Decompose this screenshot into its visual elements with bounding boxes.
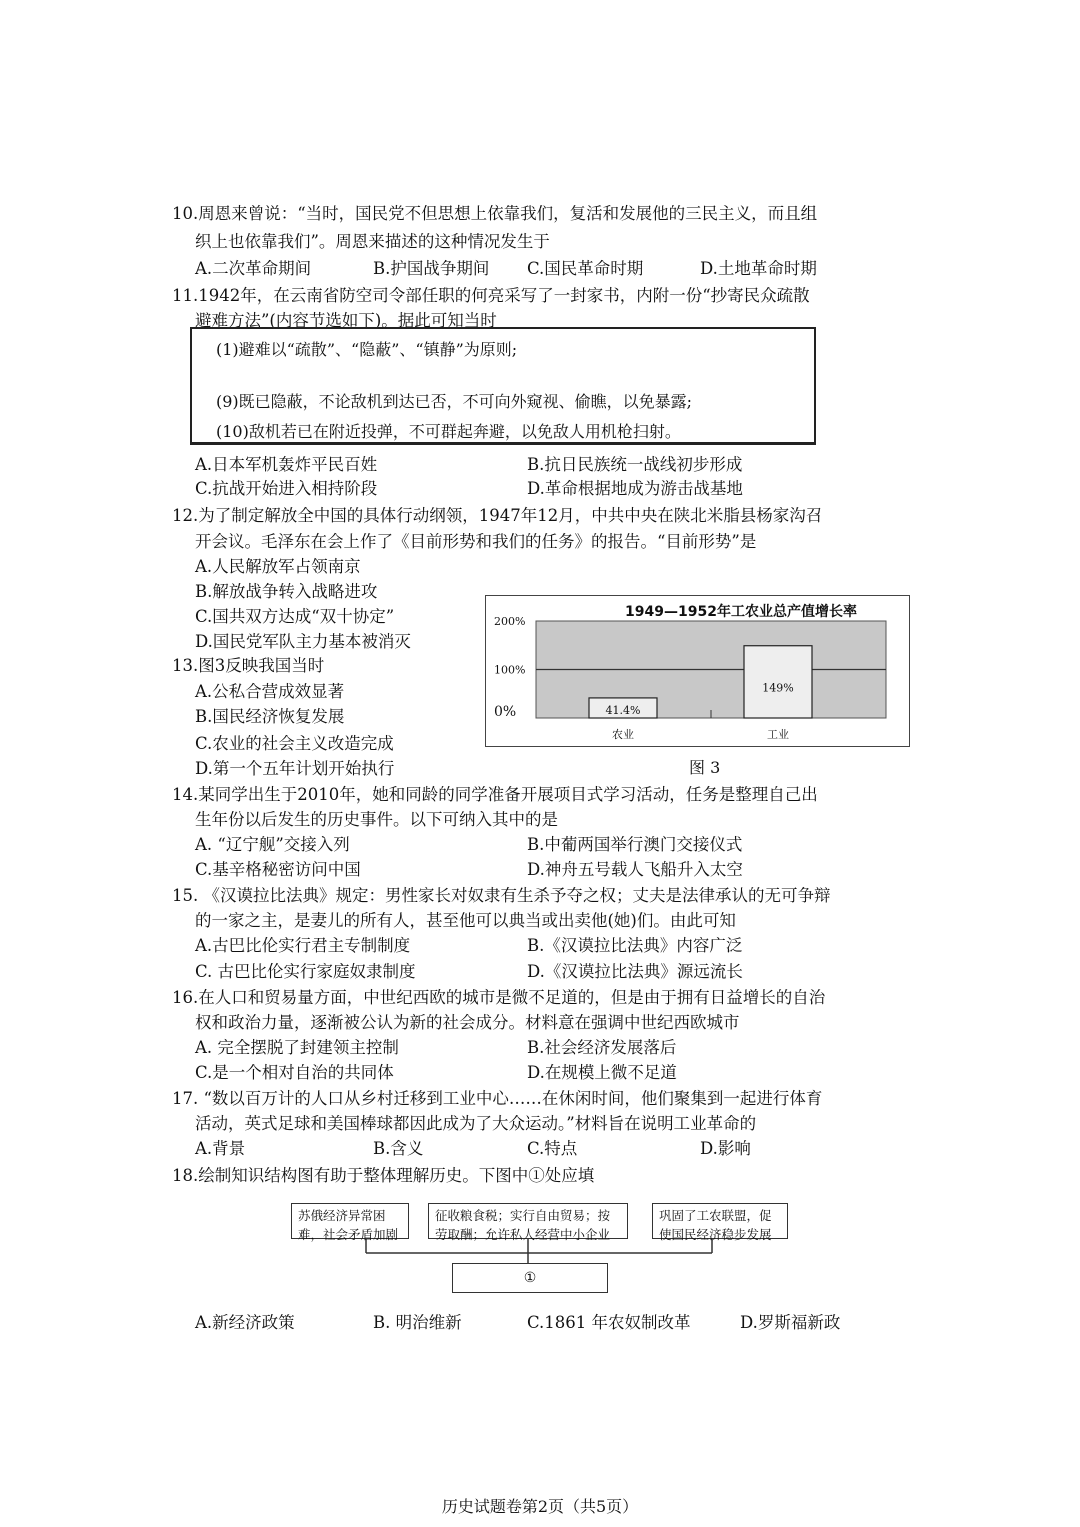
chart-ytick-label: 200% [494,615,526,628]
q11-option-b: B.抗日民族统一战线初步形成 [527,455,743,474]
q15-stem-line2: 的一家之主，是妻儿的所有人，甚至他可以典当或出卖他(她)们。由此可知 [195,911,736,930]
q10-stem-line2: 织上也依靠我们”。周恩来描述的这种情况发生于 [195,232,550,251]
q17-stem-line2: 活动，英式足球和美国棒球都因此成为了大众运动。”材料旨在说明工业革命的 [195,1114,757,1133]
q18-option-a: A.新经济政策 [195,1313,295,1332]
q13-option-d: D.第一个五年计划开始执行 [195,759,395,778]
q12-option-d: D.国民党军队主力基本被消灭 [195,632,411,651]
diagram-box-effect [652,1203,788,1242]
q16-option-a: A. 完全摆脱了封建领主控制 [195,1038,399,1057]
growth-rate-chart [485,595,910,747]
q16-option-b: B.社会经济发展落后 [527,1038,677,1057]
q12-option-a: A.人民解放军占领南京 [195,557,361,576]
diagram-box-cause-line1: 苏俄经济异常困 [298,1208,386,1223]
diagram-box-content-line2: 劳取酬；允许私人经营中小企业 [435,1227,611,1242]
q10-option-c: C.国民革命时期 [527,259,644,278]
q10-option-d: D.土地革命时期 [700,259,817,278]
q12-option-b: B.解放战争转入战略进攻 [195,582,378,601]
chart-category-label: 农业 [612,728,634,741]
q17-option-c: C.特点 [527,1139,578,1158]
diagram-box-cause-line2: 难，社会矛盾加剧 [298,1227,399,1242]
q10-stem-line1: 10.周恩来曾说：“当时，国民党不但思想上依靠我们，复活和发展他的三民主义，而且组 [172,204,818,223]
q11-material-line1: (1)避难以“疏散”、“隐蔽”、“镇静”为原则; [216,340,518,359]
diagram-box-content-line1: 征收粮食税；实行自由贸易；按 [435,1208,611,1223]
q16-stem-line2: 权和政治力量，逐渐被公认为新的社会成分。材料意在强调中世纪西欧城市 [195,1013,740,1032]
q13-option-c: C.农业的社会主义改造完成 [195,734,394,753]
q14-option-d: D.神舟五号载人飞船升入太空 [527,860,743,879]
figure-caption: 图 3 [689,758,721,777]
diagram-box-content [428,1203,628,1242]
q18-option-d: D.罗斯福新政 [740,1313,841,1332]
q15-option-c: C. 古巴比伦实行家庭奴隶制度 [195,962,416,981]
diagram-box-effect-line2: 使国民经济稳步发展 [659,1227,772,1242]
q12-option-c: C.国共双方达成“双十协定” [195,607,395,626]
q17-option-d: D.影响 [700,1139,751,1158]
q14-stem-line1: 14.某同学出生于2010年，她和同龄的同学准备开展项目式学习活动，任务是整理自己出 [172,785,818,804]
q10-option-a: A.二次革命期间 [195,259,312,278]
q15-option-d: D.《汉谟拉比法典》源远流长 [527,962,743,981]
q11-material-box [190,327,816,445]
q11-option-d: D.革命根据地成为游击战基地 [527,479,743,498]
chart-svg [486,596,909,746]
q15-stem-line1: 15. 《汉谟拉比法典》规定：男性家长对奴隶有生杀予夺之权；丈夫是法律承认的无可争辩 [172,886,831,905]
q14-option-a: A. “辽宁舰”交接入列 [195,835,350,854]
chart-category-label: 工业 [767,728,789,741]
q17-option-a: A.背景 [195,1139,246,1158]
q11-material-line3: (10)敌机若已在附近投弹，不可群起奔避，以免敌人用机枪扫射。 [216,422,681,441]
chart-ytick-label: 100% [494,663,526,677]
q14-option-c: C.基辛格秘密访问中国 [195,860,361,879]
chart-data-label: 149% [762,681,794,695]
q12-stem-line1: 12.为了制定解放全中国的具体行动纲领，1947年12月，中共中央在陕北米脂县杨家沟召 [172,506,823,525]
q13-option-b: B.国民经济恢复发展 [195,707,345,726]
q12-stem-line2: 开会议。毛泽东在会上作了《目前形势和我们的任务》的报告。“目前形势”是 [195,532,757,551]
q14-option-b: B.中葡两国举行澳门交接仪式 [527,835,743,854]
chart-title: 1949—1952年工农业总产值增长率 [625,604,857,620]
q17-option-b: B.含义 [373,1139,424,1158]
diagram-box-cause [291,1203,409,1242]
q11-option-c: C.抗战开始进入相持阶段 [195,479,378,498]
q13-option-a: A.公私合营成效显著 [195,682,345,701]
diagram-box-effect-line1: 巩固了工农联盟，促 [659,1208,772,1223]
chart-ytick-label: 0% [494,704,517,720]
q15-option-a: A.古巴比伦实行君主专制制度 [195,936,411,955]
q11-stem-line1: 11.1942年，在云南省防空司令部任职的何亮采写了一封家书，内附一份“抄寄民众疏散 [172,286,810,305]
q18-stem: 18.绘制知识结构图有助于整体理解历史。下图中①处应填 [172,1166,595,1185]
q16-stem-line1: 16.在人口和贸易量方面，中世纪西欧的城市是微不足道的，但是由于拥有日益增长的自治 [172,988,826,1007]
chart-data-label: 41.4% [605,703,641,717]
q17-stem-line1: 17. “数以百万计的人口从乡村迁移到工业中心……在休闲时间，他们聚集到一起进行体育 [172,1089,823,1108]
diagram-box-answer-blank: ① [452,1263,608,1293]
q15-option-b: B.《汉谟拉比法典》内容广泛 [527,936,743,955]
q18-option-c: C.1861 年农奴制改革 [527,1313,691,1332]
q16-option-c: C.是一个相对自治的共同体 [195,1063,394,1082]
q11-material-line2: (9)既已隐蔽，不论敌机到达已否，不可向外窥视、偷瞧，以免暴露; [216,392,693,411]
q10-option-b: B.护国战争期间 [373,259,490,278]
q14-stem-line2: 生年份以后发生的历史事件。以下可纳入其中的是 [195,810,558,829]
q11-option-a: A.日本军机轰炸平民百姓 [195,455,378,474]
q16-option-d: D.在规模上微不足道 [527,1063,677,1082]
page-footer: 历史试题卷第2页（共5页） [441,1497,639,1516]
q13-stem: 13.图3反映我国当时 [172,656,325,675]
q11-stem-line2: 避难方法”(内容节选如下)。据此可知当时 [195,311,497,330]
q18-option-b: B. 明治维新 [373,1313,462,1332]
